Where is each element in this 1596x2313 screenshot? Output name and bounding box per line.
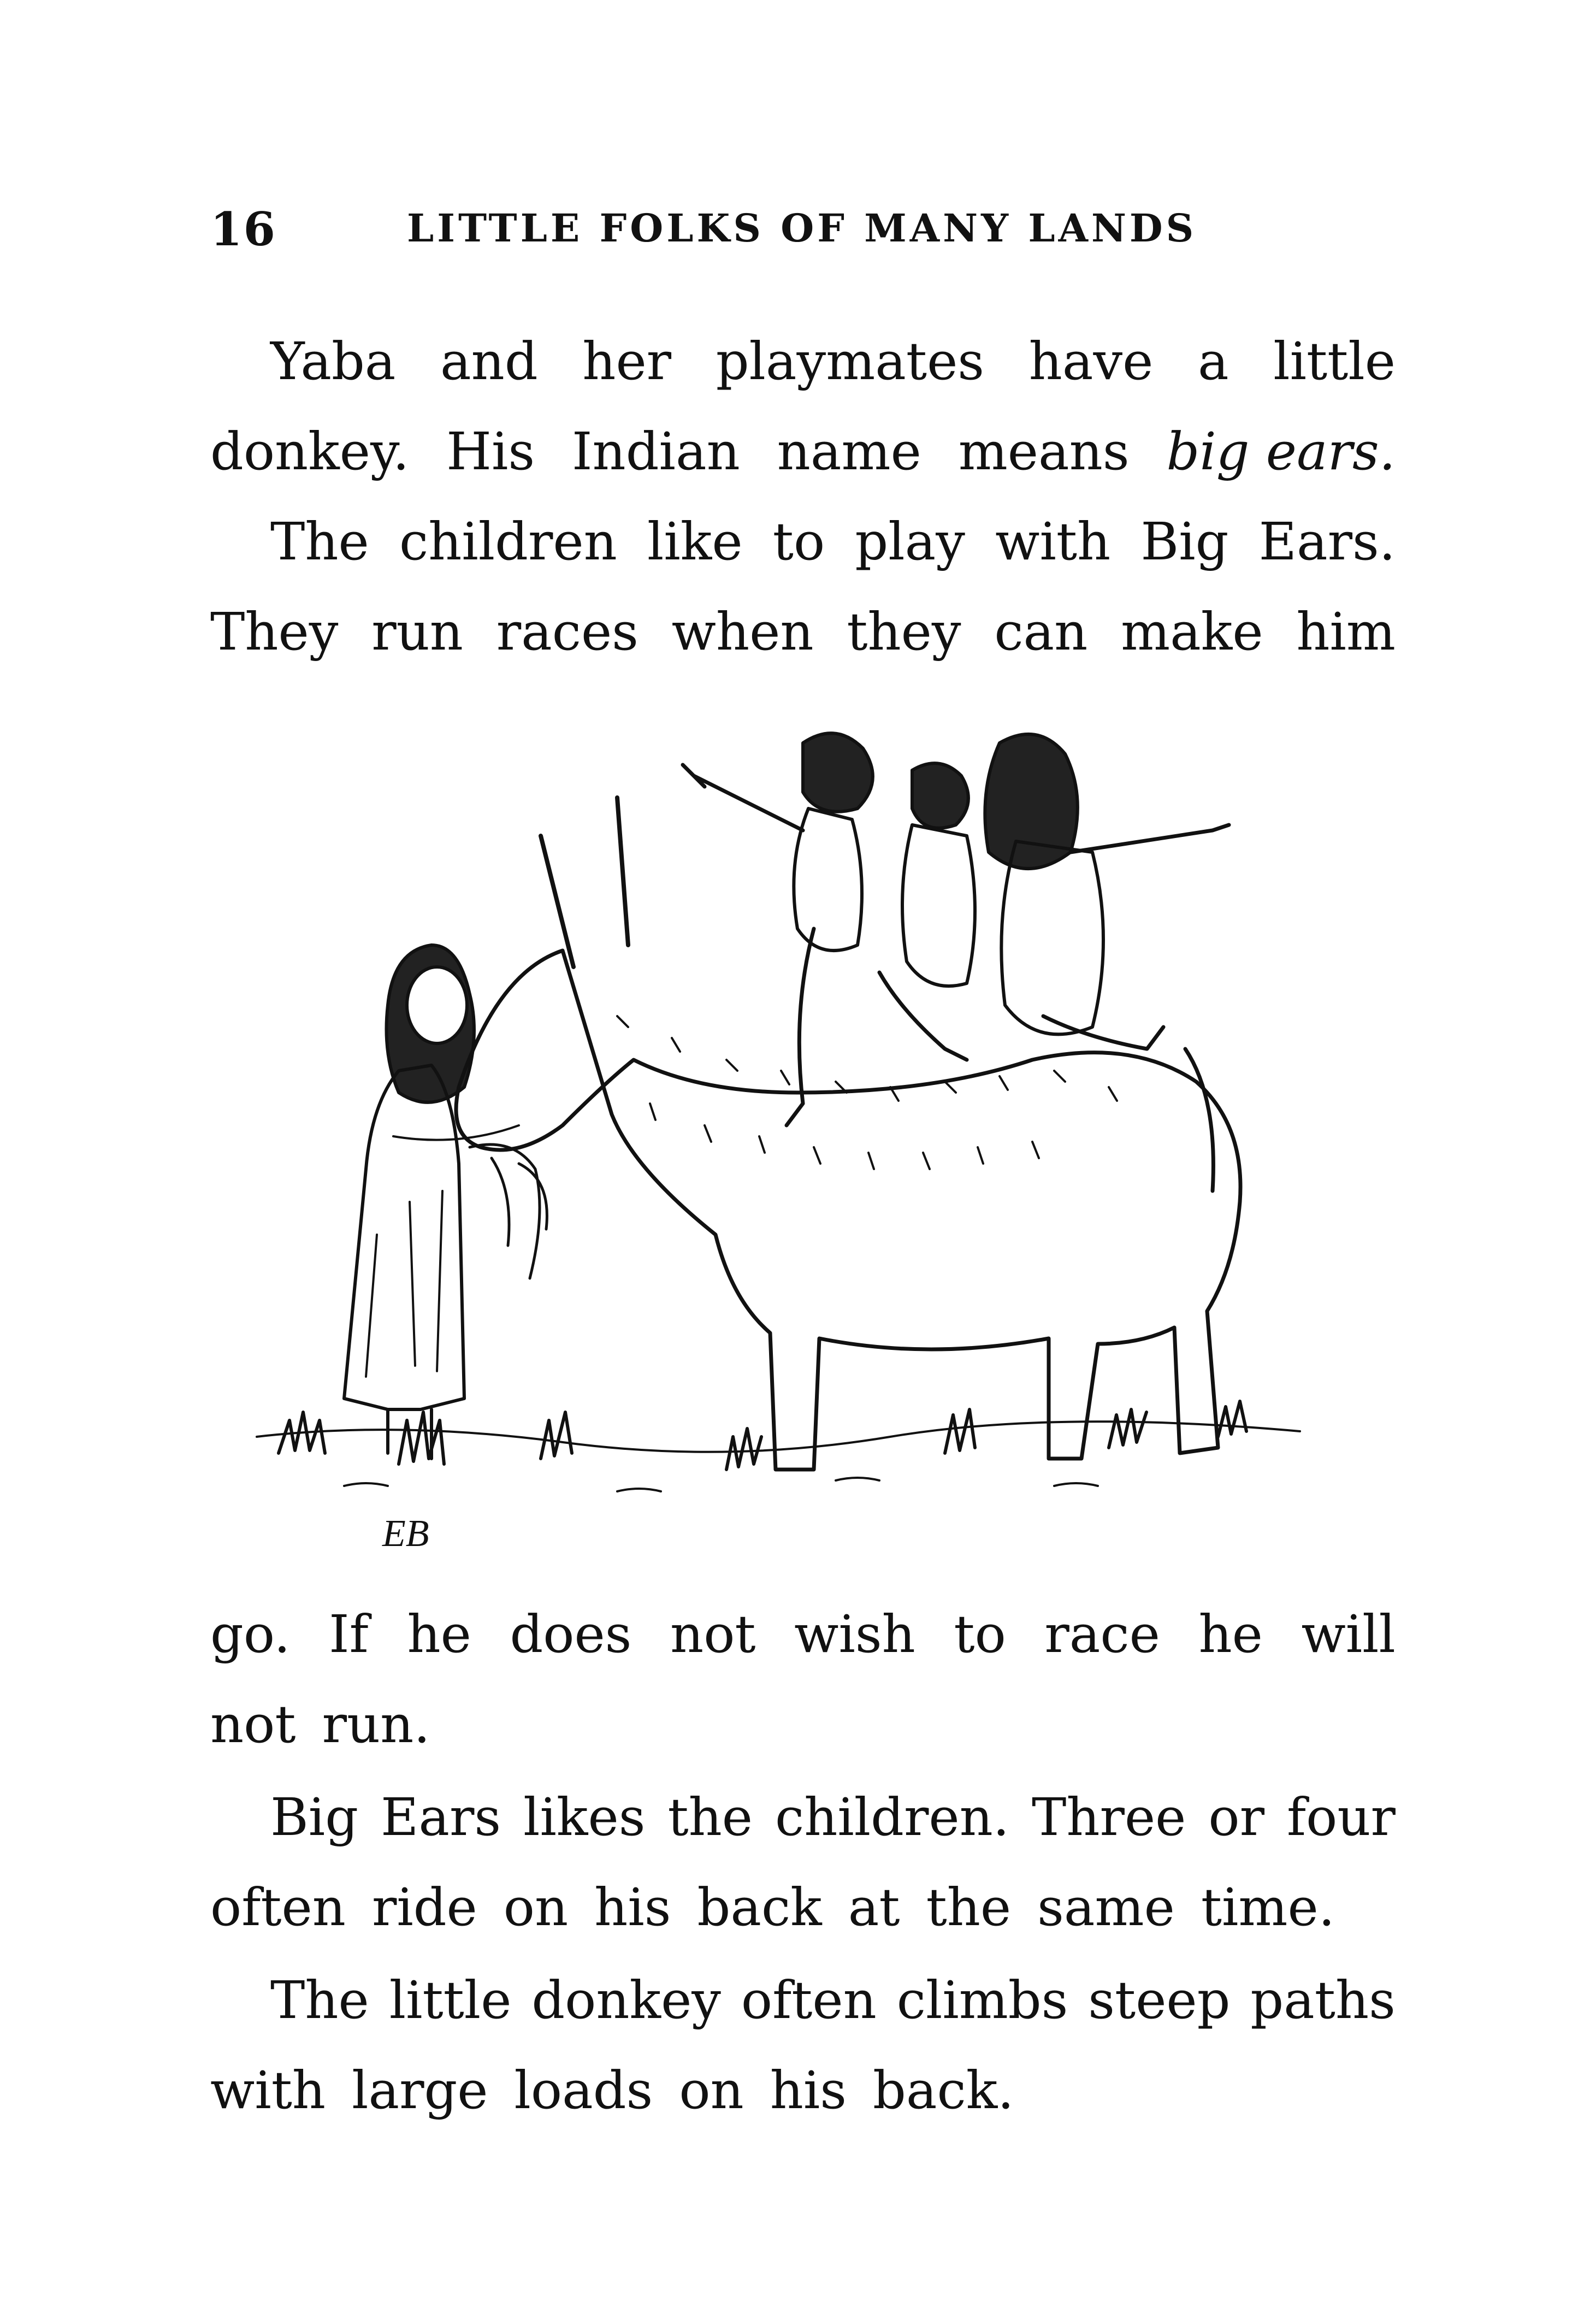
word: with — [995, 512, 1111, 572]
word: children — [399, 512, 617, 572]
word: The — [270, 512, 369, 572]
word: will — [1301, 1604, 1396, 1665]
text-line — [270, 332, 1396, 392]
word: Big — [270, 1787, 359, 1848]
word: at — [848, 1878, 900, 1938]
word: little — [389, 1970, 512, 2031]
word: have — [1028, 332, 1154, 392]
word: time. — [1201, 1878, 1335, 1938]
word: race — [1044, 1604, 1160, 1665]
word: means — [958, 422, 1130, 482]
word: her — [582, 332, 672, 392]
word: the — [667, 1787, 753, 1848]
word: His — [446, 422, 535, 482]
word: like — [647, 512, 743, 572]
text-line — [210, 1878, 1396, 1938]
word: his — [594, 1878, 671, 1938]
word: can — [994, 602, 1088, 662]
word: he — [407, 1604, 471, 1665]
page-header — [210, 202, 1396, 262]
word: same — [1037, 1878, 1175, 1938]
word: often — [741, 1970, 877, 2031]
word: children. — [775, 1787, 1009, 1848]
riding-children — [683, 733, 1229, 1125]
word: run — [371, 602, 463, 662]
grass-ground — [257, 1401, 1300, 1491]
word: on — [679, 2061, 744, 2121]
word: large — [352, 2061, 488, 2121]
italic-phrase: big ears. — [1166, 422, 1396, 482]
word: make — [1121, 602, 1263, 662]
word: Three — [1031, 1787, 1186, 1848]
word: run. — [322, 1695, 430, 1755]
text-line — [270, 1970, 1396, 2031]
word: his — [770, 2061, 847, 2121]
word: loads — [514, 2061, 653, 2121]
word: little — [1273, 332, 1396, 392]
word: Ears — [381, 1787, 501, 1848]
word: likes — [523, 1787, 646, 1848]
word: steep — [1088, 1970, 1231, 2031]
text-line — [210, 1604, 1396, 1665]
word: climbs — [896, 1970, 1068, 2031]
word: playmates — [716, 332, 985, 392]
word: a — [1197, 332, 1229, 392]
text-line — [210, 422, 1396, 482]
word: or — [1208, 1787, 1264, 1848]
word: to — [954, 1604, 1006, 1665]
word: Yaba — [270, 332, 396, 392]
word: ride — [371, 1878, 477, 1938]
word: often — [210, 1878, 346, 1938]
donkey-and-children-illustration — [235, 710, 1360, 1573]
word: with — [210, 2061, 326, 2121]
word: when — [671, 602, 814, 662]
word: If — [329, 1604, 369, 1665]
text-line — [270, 512, 1396, 572]
word: does — [510, 1604, 632, 1665]
word: they — [847, 602, 961, 662]
word: back. — [873, 2061, 1014, 2121]
word: and — [440, 332, 538, 392]
word: donkey. — [210, 422, 410, 482]
word: on — [503, 1878, 569, 1938]
word: back — [697, 1878, 822, 1938]
word: him — [1296, 602, 1396, 662]
word: Big — [1140, 512, 1229, 572]
word: he — [1198, 1604, 1263, 1665]
word: to — [772, 512, 825, 572]
word: play — [855, 512, 965, 572]
word: Indian — [572, 422, 740, 482]
standing-girl — [344, 945, 519, 1459]
held-greens — [470, 1144, 547, 1278]
artist-monogram — [382, 1513, 429, 1555]
word: not — [670, 1604, 756, 1665]
donkey — [456, 798, 1240, 1470]
text-line — [210, 602, 1396, 662]
word: go. — [210, 1604, 291, 1665]
page-number: 16 — [210, 202, 276, 256]
word: races — [496, 602, 639, 662]
word: name — [777, 422, 921, 482]
text-line — [210, 2061, 1396, 2121]
word: not — [210, 1695, 296, 1755]
monogram-text: EB — [382, 1513, 429, 1555]
word: paths — [1250, 1970, 1396, 2031]
word: four — [1286, 1787, 1396, 1848]
word: The — [270, 1970, 369, 2031]
word: They — [210, 602, 339, 662]
text-line — [270, 1787, 1396, 1848]
running-title: LITTLE FOLKS OF MANY LANDS — [407, 205, 1197, 251]
text-line — [210, 1695, 1396, 1755]
word: wish — [794, 1604, 915, 1665]
word: donkey — [531, 1970, 721, 2031]
word: the — [926, 1878, 1012, 1938]
word: Ears. — [1258, 512, 1396, 572]
